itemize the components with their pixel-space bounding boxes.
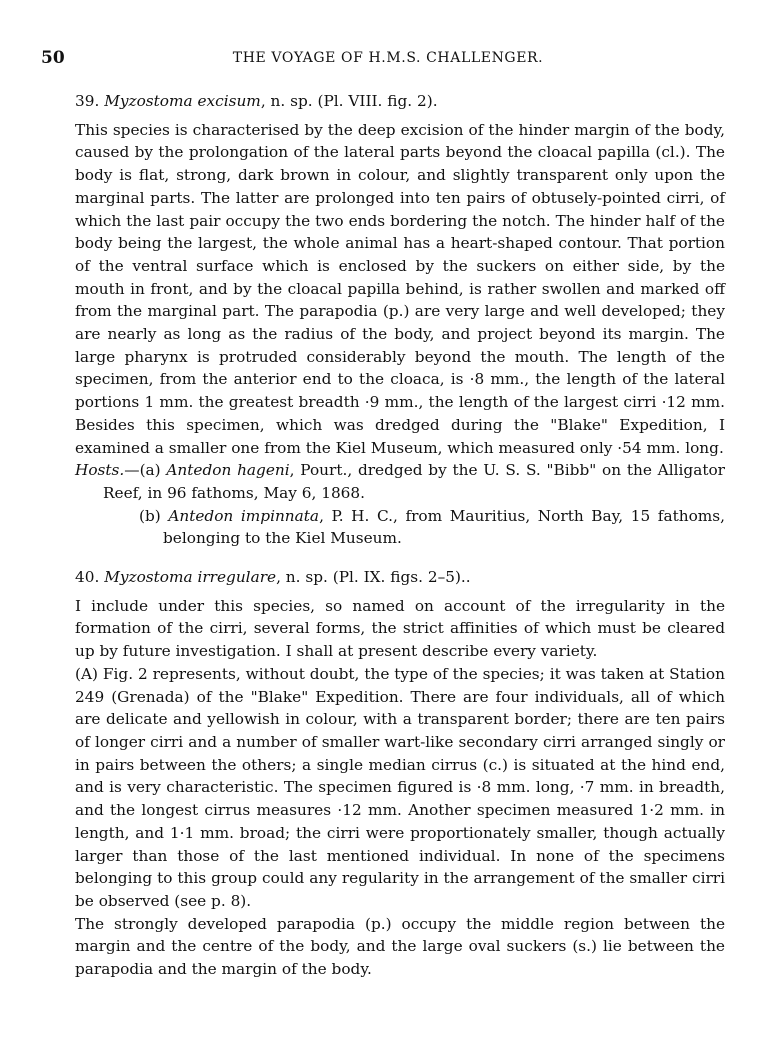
page-body [75, 90, 725, 981]
host-a-prefix: —(a) [124, 461, 167, 480]
hosts-label: Hosts. [75, 461, 125, 480]
running-title: THE VOYAGE OF H.M.S. CHALLENGER. [232, 50, 544, 66]
page-number: 50 [41, 48, 65, 68]
host-a-details: , Pourt., dredged by the U. S. S. "Bibb" on the Alligator Reef, in 96 fathoms, May 6, 1868. [103, 461, 725, 502]
species-40-paragraph-3: The strongly developed parapodia (p.) occupy the middle region between the margin and the centre of the body, and the large oval suckers (s.) lie between the parapodia and the margin of the body. [75, 914, 725, 979]
host-b-prefix: (b) [139, 506, 169, 525]
species-39-number: 39. [75, 92, 100, 110]
host-b-details: , P. H. C., from Mauritius, North Bay, 15 fathoms, belonging to the Kiel Museum. [163, 506, 725, 548]
species-40-name: Myzostoma irregulare [104, 568, 277, 587]
species-39-heading [75, 90, 725, 113]
species-40-heading [75, 566, 725, 589]
host-b [75, 505, 725, 550]
species-39-hosts [75, 459, 725, 550]
species-39-suffix: , n. sp. (Pl. VIII. fig. 2). [260, 92, 438, 110]
species-40-paragraph-1: I include under this species, so named on account of the irregularity in the formation of the cirri, several forms, the strict affinities of which must be cleared up by future investigation. I shall at present describe every variety. [75, 596, 725, 661]
page-header [0, 48, 776, 72]
species-40-suffix: , n. sp. (Pl. IX. figs. 2–5).. [276, 568, 471, 587]
host-a-name: Antedon hageni [166, 461, 290, 480]
host-a [75, 459, 725, 504]
species-39-description: This species is characterised by the deep excision of the hinder margin of the body, caused by the prolongation of the lateral parts beyond the cloacal papilla (cl.). The body is flat, strong, dark brown in colour, and slightly transparent only upon the marginal parts. The latter are prolonged into ten pairs of obtusely-pointed cirri, of which the last pair occupy the two ends bordering the notch. The hinder half of the body being the largest, the whole animal has a heart-shaped contour. That portion of the ventral surface which is enclosed by the suckers on either side, by the mouth in front, and by the cloacal papilla behind, is rather swollen and marked off from the marginal part. The parapodia (p.) are very large and well developed; they are nearly as long as the radius of the body, and project beyond its margin. The large pharynx is protruded considerably beyond the mouth. The length of the specimen, from the anterior end to the cloaca, is ·8 mm., the length of the lateral portions 1 mm. the greatest breadth ·9 mm., the length of the largest cirri ·12 mm. Besides this specimen, which was dredged during the "Blake" Expedition, I examined a smaller one from the Kiel Museum, which measured only ·54 mm. long. [75, 120, 725, 457]
species-39-name: Myzostoma excisum [104, 92, 261, 110]
species-40-paragraph-2: (A) Fig. 2 represents, without doubt, the type of the species; it was taken at Station 249 (Grenada) of the "Blake" Expedition. There are four individuals, all of which are delicate and yellowish in colour, with a transparent border; there are ten pairs of longer cirri and a number of smaller wart-like secondary cirri arranged singly or in pairs between the others; a single median cirrus (c.) is situated at the hind end, and is very characteristic. The specimen figured is ·8 mm. long, ·7 mm. in breadth, and the longest cirrus measures ·12 mm. Another specimen measured 1·2 mm. in length, and 1·1 mm. broad; the cirri were proportionately smaller, though actually larger than those of the last mentioned individual. In none of the specimens belonging to this group could any regularity in the arrangement of the smaller cirri be observed (see p. 8). [75, 664, 725, 910]
species-40-number: 40. [75, 568, 100, 587]
host-b-name: Antedon impinnata [168, 506, 320, 525]
